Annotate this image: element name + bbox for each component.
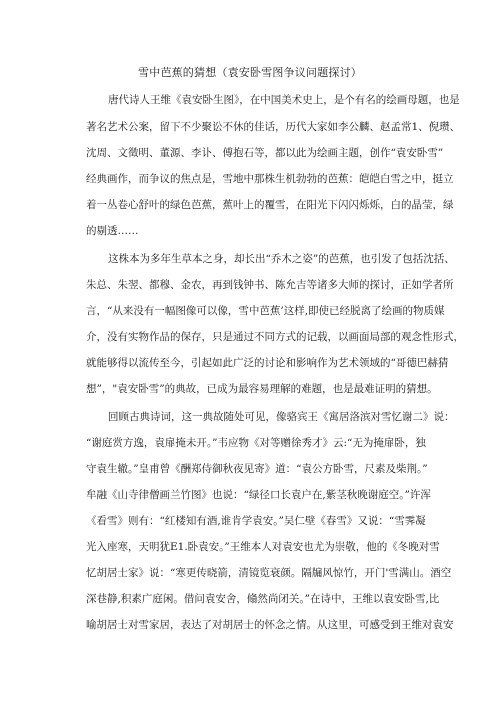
paragraph-line: “谢庭赏方逸，袁扉掩未开。”韦应物《对等赠徐秀才》云:“无为掩扉卧，独: [86, 437, 426, 449]
paragraph-line: 朱总、朱翌、都穆、金农，再到钱钟书、陈允吉等诸多大师的探讨，正如学者所: [86, 279, 454, 291]
paragraph-line: 沈周、文徵明、董源、李讣、傅抱石等，都以此为绘画主题，创作“袁安卧雪”: [86, 147, 444, 159]
paragraph-line: 《看雪》则有：“红楼知有酒,谁肯学袁安。”吴仁壁《春雪》又说：“雪霁凝: [86, 515, 426, 527]
paragraph-line: 喻胡居士对雪家居，表达了对胡居士的怀念之情。从这里，可感受到王维对袁安: [86, 619, 454, 631]
paragraph-line: 守袁生辙。”皇甫曾《酬郑侍御秋夜见寄》道：“袁公方卧雪，尺素及柴荆。”: [86, 463, 428, 475]
paragraph-line: 言，“从来没有一幅图像可以像，雪中芭蕉’这样,即使已经脱离了绘画的物质媒: [86, 305, 445, 317]
paragraph-line: 就能够得以流传至今，引起如此广泛的讨论和影响作为艺术领域的“哥德巴赫猜: [86, 357, 449, 369]
paragraph-line: 光入座寒，天明犹E1.卧袁安。”王维本人对袁安也尤为崇敬，他的《冬晚对雪: [86, 541, 440, 553]
paragraph-line: 经典画作，而争议的焦点是，雪地中那株生机勃勃的芭蕉：皑皑白雪之中，挺立: [86, 173, 454, 185]
paragraph-line: 的剔透……: [86, 225, 139, 237]
paragraph-line: 想”，"袁安卧雪”的典故，已成为最容易理解的难题，也是最难证明的猜想。: [86, 383, 438, 395]
paragraph-line: 回顾古典诗词，这一典故随处可见，像骆宾王《寓居洛滨对雪忆谢二》说：: [108, 411, 455, 423]
document-title: 雪中芭蕉的猜想（袁安卧雪图争议问题探讨）: [138, 66, 362, 79]
paragraph-line: 着一丛卷心舒叶的绿色芭蕉，蕉叶上的覆雪，在阳光下闪闪烁烁，白的晶莹，绿: [86, 199, 454, 211]
paragraph-line: 牟融《山寺律僧画兰竹图》也说：“绿径口长袁户在,紫茎秋晚谢庭空。”许浑: [86, 489, 431, 501]
paragraph-line: 唐代诗人王维《袁安卧生图》，在中国美术史上，是个有名的绘画母题，也是: [108, 94, 460, 106]
paragraph-line: 忆胡居士家》说：“寒更传晓箭，清镜览衰颜。隔牖风惊竹，开门'雪满山。酒空: [86, 567, 452, 579]
paragraph-line: 深巷静,积素广庭闲。借问袁安舍，翛然尚闭关。”在诗中，王维以袁安卧雪,比: [86, 593, 440, 605]
paragraph-line: 介，没有实物作品的保存，只是通过不同方式的记载，以画面局部的观念性形式，: [86, 331, 464, 343]
paragraph-line: 著名艺术公案，留下不少聚讼不休的佳话，历代大家如李公麟、赵孟常1、倪瓒、: [86, 121, 461, 133]
paragraph-line: 这株本为多年生草本之身，却长出“乔木之姿”的芭蕉，也引发了包括沈括、: [108, 253, 455, 265]
